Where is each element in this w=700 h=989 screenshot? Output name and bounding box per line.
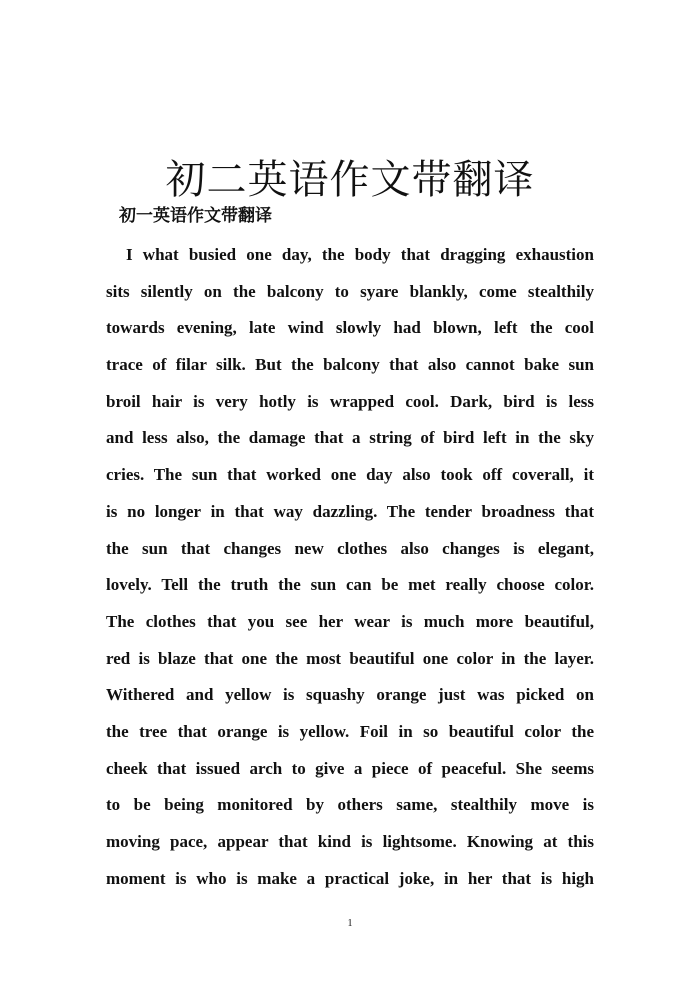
- text-line: moment is who is make a practical joke, in her that is high: [106, 868, 594, 888]
- text-line: trace of filar silk. But the balcony that also cannot bake sun: [106, 355, 594, 375]
- text-line: the tree that orange is yellow. Foil in so beautiful color the: [106, 721, 594, 741]
- text-line: broil hair is very hotly is wrapped cool. Dark, bird is less: [106, 391, 594, 411]
- text-line: Withered and yellow is squashy orange just was picked on: [106, 685, 594, 705]
- text-line: is no longer in that way dazzling. The tender broadness that: [106, 501, 594, 521]
- text-line: red is blaze that one the most beautiful one color in the layer.: [106, 648, 594, 668]
- text-line: The clothes that you see her wear is much more beautiful,: [106, 611, 594, 631]
- document-title: 初二英语作文带翻译: [165, 156, 535, 203]
- text-line: cheek that issued arch to give a piece of peaceful. She seems: [106, 758, 594, 778]
- text-line: sits silently on the balcony to syare blankly, come stealthily: [106, 281, 594, 301]
- body-paragraph: [106, 237, 594, 897]
- text-line: and less also, the damage that a string of bird left in the sky: [106, 428, 594, 448]
- text-line: cries. The sun that worked one day also took off coverall, it: [106, 465, 594, 485]
- text-line: lovely. Tell the truth the sun can be met really choose color.: [106, 575, 594, 595]
- text-line: to be being monitored by others same, stealthily move is: [106, 795, 594, 815]
- text-line: moving pace, appear that kind is lightsome. Knowing at this: [106, 832, 594, 851]
- text-line: the sun that changes new clothes also changes is elegant,: [106, 538, 594, 558]
- document-subtitle: 初一英语作文带翻译: [119, 206, 272, 226]
- text-line: I what busied one day, the body that dragging exhaustion: [126, 245, 594, 264]
- page-number: 1: [347, 918, 353, 929]
- text-line: towards evening, late wind slowly had blown, left the cool: [106, 318, 594, 338]
